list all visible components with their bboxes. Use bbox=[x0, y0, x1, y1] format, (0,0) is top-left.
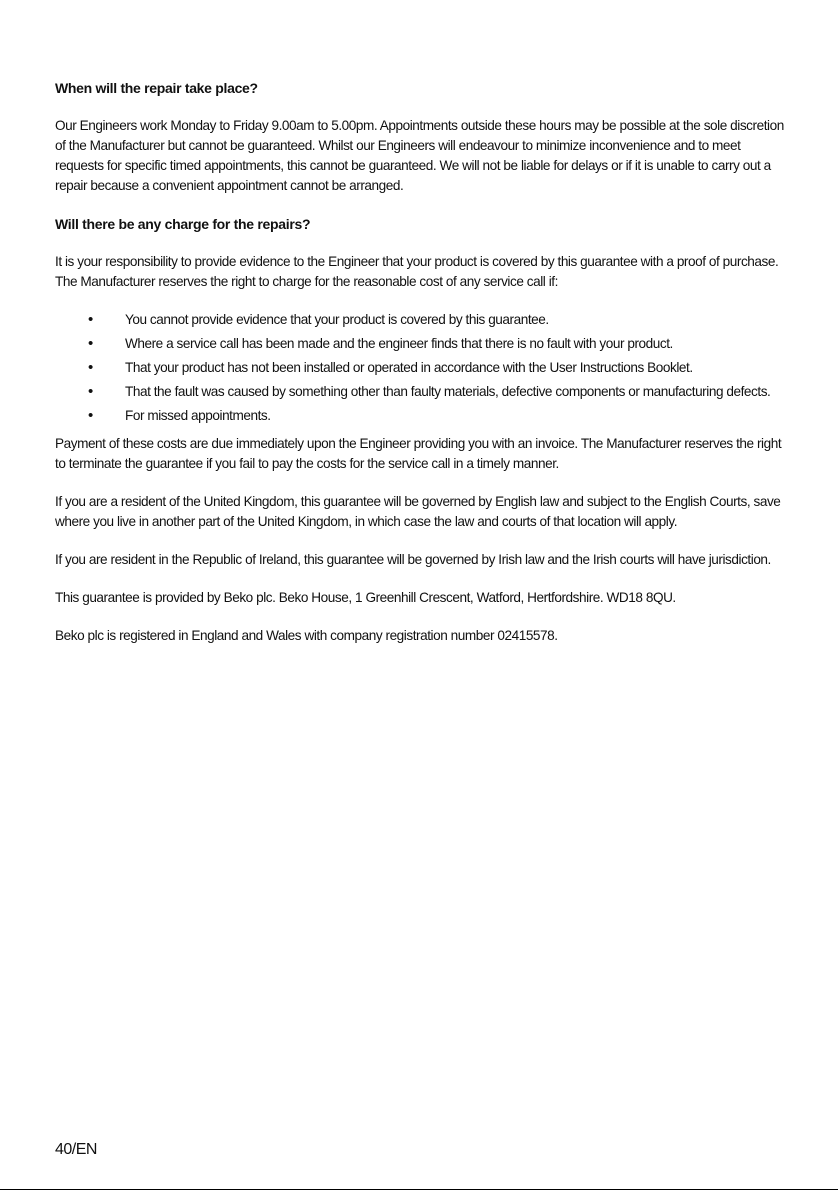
repair-charges-heading: Will there be any charge for the repairs? bbox=[55, 216, 311, 232]
repair-timing-paragraph: Our Engineers work Monday to Friday 9.00am to 5.00pm. Appointments outside these hours may be possible at the sole discretion of the Manufacturer but cannot be guaranteed. Whilst our Engineers will endeavour to minimize inconvenience and to meet requests for specific timed appointments, this cannot be guaranteed. We will not be liable for delays or if it is unable to carry out a repair because a convenient appointment cannot be arranged. bbox=[55, 118, 784, 193]
charges-intro-paragraph: It is your responsibility to provide evidence to the Engineer that your product is covered by this guarantee with a proof of purchase. The Manufacturer reserves the right to charge for the reasonable cost of any service call if: bbox=[55, 254, 779, 289]
list-item: • That the fault was caused by something other than faulty materials, defective components or manufacturing defects. bbox=[55, 382, 790, 402]
page-bottom-divider bbox=[0, 1189, 838, 1190]
charge-conditions-list bbox=[55, 310, 790, 426]
uk-law-paragraph: If you are a resident of the United Kingdom, this guarantee will be governed by English law and subject to the English Courts, save where you live in another part of the United Kingdom, in which case the law and courts of that location will apply. bbox=[55, 494, 781, 529]
repair-timing-heading: When will the repair take place? bbox=[55, 80, 258, 96]
list-item: • For missed appointments. bbox=[55, 406, 790, 426]
list-item: • You cannot provide evidence that your product is covered by this guarantee. bbox=[55, 310, 790, 330]
payment-paragraph: Payment of these costs are due immediately upon the Engineer providing you with an invoice. The Manufacturer reserves the right to terminate the guarantee if you fail to pay the costs for the service call in a timely manner. bbox=[55, 436, 782, 471]
document-body bbox=[55, 78, 790, 664]
list-item: • That your product has not been installed or operated in accordance with the User Instructions Booklet. bbox=[55, 358, 790, 378]
provider-paragraph: This guarantee is provided by Beko plc. Beko House, 1 Greenhill Crescent, Watford, Hertfordshire. WD18 8QU. bbox=[55, 590, 676, 605]
registration-paragraph: Beko plc is registered in England and Wales with company registration number 02415578. bbox=[55, 628, 558, 643]
ireland-law-paragraph: If you are resident in the Republic of Ireland, this guarantee will be governed by Irish law and the Irish courts will have jurisdiction. bbox=[55, 552, 771, 567]
list-item: • Where a service call has been made and the engineer finds that there is no fault with your product. bbox=[55, 334, 790, 354]
page-number: 40/EN bbox=[55, 1141, 97, 1158]
